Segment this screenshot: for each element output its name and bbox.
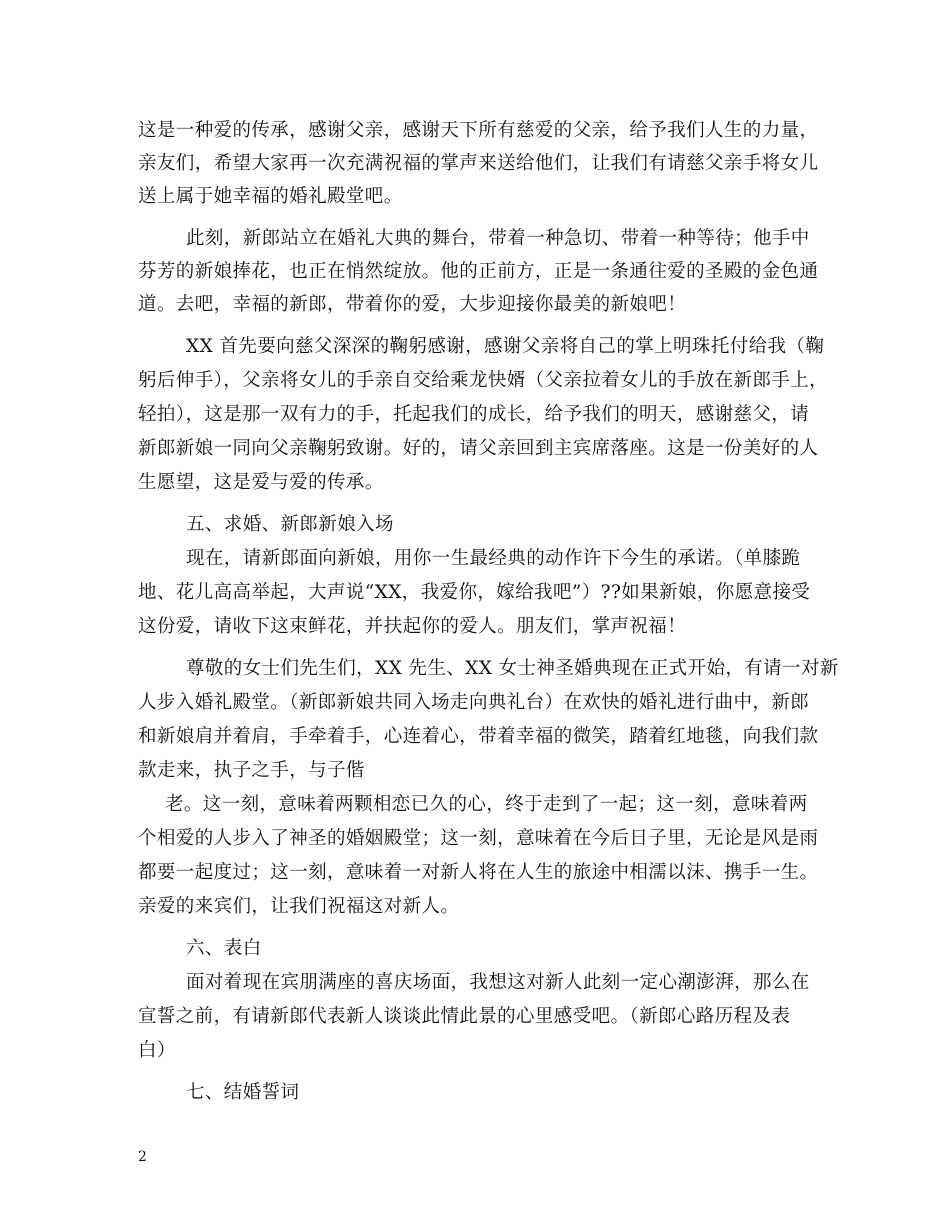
body-line: XX 首先要向慈父深深的鞠躬感谢，感谢父亲将自己的掌上明珠托付给我（鞠 — [186, 336, 825, 357]
body-line: 都要一起度过；这一刻，意味着一对新人将在人生的旅途中相濡以沫、携手一生。 — [138, 862, 819, 883]
section-heading: 七、结婚誓词 — [186, 1082, 300, 1103]
body-line: 地、花儿高高举起，大声说“XX，我爱你，嫁给我吧”）??如果新娘，你愿意接受 — [138, 582, 811, 603]
body-line: 亲友们，希望大家再一次充满祝福的掌声来送给他们，让我们有请慈父亲手将女儿 — [138, 153, 819, 174]
body-line: 宣誓之前，有请新郎代表新人谈谈此情此景的心里感受吧。（新郎心路历程及表 — [138, 1006, 791, 1027]
body-line: 个相爱的人步入了神圣的婚姻殿堂；这一刻，意味着在今后日子里，无论是风是雨 — [138, 828, 819, 849]
body-line: 此刻，新郎站立在婚礼大典的舞台，带着一种急切、带着一种等待；他手中 — [186, 228, 810, 249]
body-line: 款走来，执子之手，与子偕 — [138, 760, 365, 781]
body-line: 和新娘肩并着肩，手牵着手，心连着心，带着幸福的微笑，踏着红地毯，向我们款 — [138, 726, 819, 747]
page-number: 2 — [138, 1149, 147, 1165]
body-line: 躬后伸手），父亲将女儿的手亲自交给乘龙快婿（父亲拉着女儿的手放在新郎手上， — [138, 370, 829, 391]
body-line: 白） — [138, 1040, 176, 1061]
body-line: 现在，请新郎面向新娘，用你一生最经典的动作许下今生的承诺。（单膝跪 — [186, 548, 801, 569]
body-line: 这份爱，请收下这束鲜花，并扶起你的爱人。朋友们，掌声祝福！ — [138, 616, 687, 637]
body-line: 送上属于她幸福的婚礼殿堂吧。 — [138, 186, 403, 207]
body-line: 老。这一刻，意味着两颗相恋已久的心，终于走到了一起；这一刻，意味着两 — [165, 794, 808, 815]
body-line: 生愿望，这是爱与爱的传承。 — [138, 472, 384, 493]
body-line: 新郎新娘一同向父亲鞠躬致谢。好的，请父亲回到主宾席落座。这是一份美好的人 — [138, 438, 819, 459]
section-heading: 五、求婚、新郎新娘入场 — [186, 514, 394, 535]
body-line: 尊敬的女士们先生们，XX 先生、XX 女士神圣婚典现在正式开始，有请一对新 — [186, 658, 839, 679]
body-line: 这是一种爱的传承，感谢父亲，感谢天下所有慈爱的父亲，给予我们人生的力量， — [138, 120, 819, 141]
body-line: 人步入婚礼殿堂。（新郎新娘共同入场走向典礼台）在欢快的婚礼进行曲中，新郎 — [138, 692, 810, 713]
body-line: 芬芳的新娘捧花，也正在悄然绽放。他的正前方，正是一条通往爱的圣殿的金色通 — [138, 261, 819, 282]
body-line: 轻拍），这是那一双有力的手，托起我们的成长，给予我们的明天，感谢慈父，请 — [138, 404, 810, 425]
body-line: 亲爱的来宾们，让我们祝福这对新人。 — [138, 896, 460, 917]
section-heading: 六、表白 — [186, 938, 262, 959]
body-line: 道。去吧，幸福的新郎，带着你的爱，大步迎接你最美的新娘吧！ — [138, 294, 687, 315]
body-line: 面对着现在宾朋满座的喜庆场面，我想这对新人此刻一定心潮澎湃，那么在 — [186, 972, 810, 993]
